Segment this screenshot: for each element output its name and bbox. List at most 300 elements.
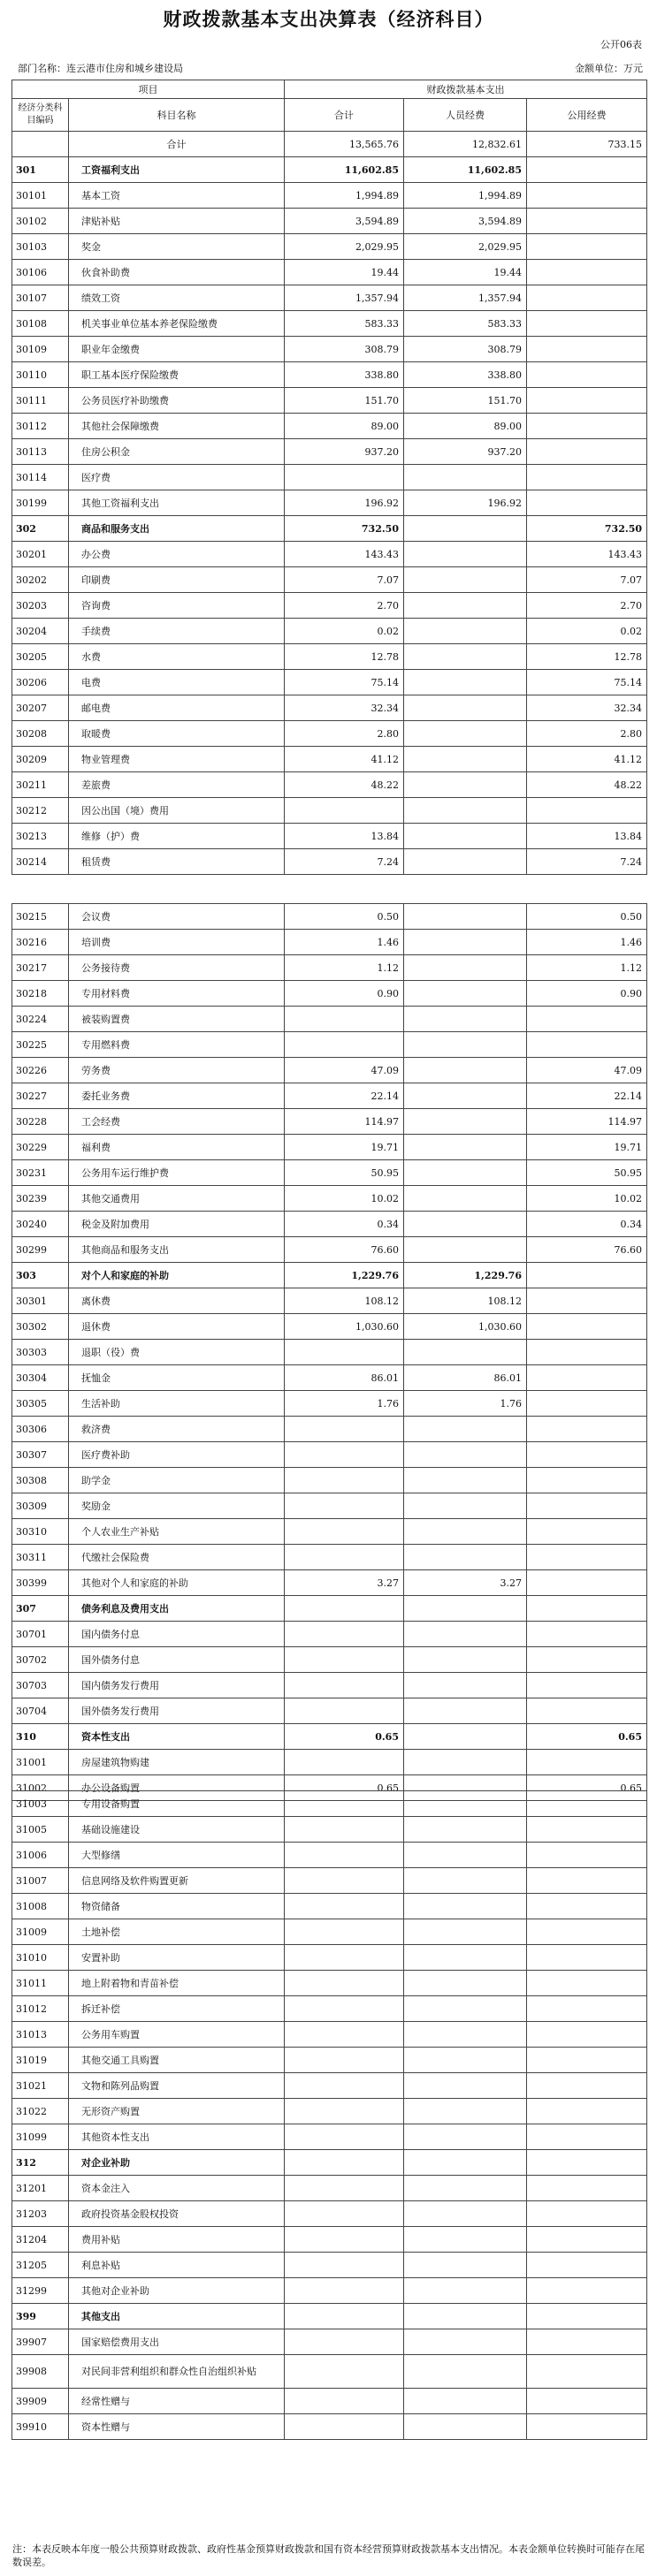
code-cell: 30228 <box>12 1109 69 1135</box>
name-cell: 委托业务费 <box>69 1083 285 1109</box>
name-cell: 地上附着物和青苗补偿 <box>69 1971 285 1996</box>
total-cell: 0.90 <box>285 981 404 1007</box>
personnel-cell: 86.01 <box>404 1365 527 1391</box>
personnel-cell <box>404 1212 527 1237</box>
personnel-cell <box>404 1996 527 2022</box>
table-row <box>12 1996 647 2022</box>
code-cell: 30305 <box>12 1391 69 1417</box>
name-cell: 国内债务发行费用 <box>69 1673 285 1698</box>
total-cell <box>285 2073 404 2099</box>
name-cell: 办公设备购置 <box>69 1775 285 1801</box>
personnel-cell: 583.33 <box>404 311 527 337</box>
table-row <box>12 849 647 875</box>
total-cell <box>285 1647 404 1673</box>
personnel-cell <box>404 849 527 875</box>
public-cell <box>527 1391 647 1417</box>
code-cell: 30102 <box>12 209 69 234</box>
total-cell: 0.34 <box>285 1212 404 1237</box>
table-row <box>12 1698 647 1724</box>
name-cell: 公务用车购置 <box>69 2022 285 2048</box>
code-cell: 30101 <box>12 183 69 209</box>
name-cell: 维修（护）费 <box>69 824 285 849</box>
personnel-cell <box>404 1868 527 1894</box>
personnel-cell <box>404 1698 527 1724</box>
public-cell: 10.02 <box>527 1186 647 1212</box>
name-cell: 资本性赠与 <box>69 2414 285 2440</box>
public-cell <box>527 1340 647 1365</box>
personnel-cell <box>404 1945 527 1971</box>
name-cell: 代缴社会保险费 <box>69 1545 285 1570</box>
public-cell: 0.90 <box>527 981 647 1007</box>
table-row <box>12 1750 647 1775</box>
name-cell: 住房公积金 <box>69 439 285 465</box>
table-row <box>12 2278 647 2304</box>
public-cell <box>527 2073 647 2099</box>
public-cell <box>527 465 647 490</box>
personnel-cell <box>404 593 527 619</box>
public-cell <box>527 1288 647 1314</box>
table-row <box>12 234 647 260</box>
personnel-cell <box>404 798 527 824</box>
total-cell <box>285 1519 404 1545</box>
public-cell <box>527 1493 647 1519</box>
name-cell: 水费 <box>69 644 285 670</box>
form-code: 公开06表 <box>600 39 642 50</box>
name-cell: 劳务费 <box>69 1058 285 1083</box>
total-cell <box>285 1971 404 1996</box>
total-cell <box>285 2176 404 2201</box>
table-row <box>12 1843 647 1868</box>
name-cell: 奖金 <box>69 234 285 260</box>
total-cell: 1.76 <box>285 1391 404 1417</box>
name-cell: 个人农业生产补贴 <box>69 1519 285 1545</box>
public-cell: 733.15 <box>527 132 647 157</box>
public-cell <box>527 2099 647 2124</box>
code-cell: 30211 <box>12 772 69 798</box>
table-row <box>12 930 647 955</box>
total-cell <box>285 2414 404 2440</box>
public-cell <box>527 1750 647 1775</box>
name-cell: 培训费 <box>69 930 285 955</box>
total-cell <box>285 2124 404 2150</box>
personnel-cell <box>404 1109 527 1135</box>
personnel-cell: 1.76 <box>404 1391 527 1417</box>
total-cell <box>285 1698 404 1724</box>
code-cell: 31010 <box>12 1945 69 1971</box>
public-cell: 7.24 <box>527 849 647 875</box>
code-cell: 31201 <box>12 2176 69 2201</box>
code-cell: 30239 <box>12 1186 69 1212</box>
name-cell: 福利费 <box>69 1135 285 1160</box>
code-cell: 30201 <box>12 542 69 567</box>
public-cell <box>527 1032 647 1058</box>
table-row <box>12 1007 647 1032</box>
name-cell: 经常性赠与 <box>69 2389 285 2414</box>
total-cell: 13.84 <box>285 824 404 849</box>
public-cell <box>527 1314 647 1340</box>
public-cell <box>527 234 647 260</box>
code-cell: 30114 <box>12 465 69 490</box>
personnel-cell <box>404 619 527 644</box>
name-cell: 大型修缮 <box>69 1843 285 1868</box>
public-cell: 47.09 <box>527 1058 647 1083</box>
personnel-cell <box>404 2073 527 2099</box>
personnel-cell <box>404 1673 527 1698</box>
name-cell: 被装购置费 <box>69 1007 285 1032</box>
table-row <box>12 490 647 516</box>
name-cell: 国外债务发行费用 <box>69 1698 285 1724</box>
code-cell: 30303 <box>12 1340 69 1365</box>
public-cell: 76.60 <box>527 1237 647 1263</box>
total-cell: 143.43 <box>285 542 404 567</box>
public-cell <box>527 2414 647 2440</box>
category-row <box>12 2304 647 2329</box>
code-cell: 30217 <box>12 955 69 981</box>
public-cell <box>527 2355 647 2389</box>
code-cell: 307 <box>12 1596 69 1622</box>
total-cell: 48.22 <box>285 772 404 798</box>
code-cell: 31019 <box>12 2048 69 2073</box>
personnel-cell <box>404 1724 527 1750</box>
table-row <box>12 2329 647 2355</box>
code-cell: 30703 <box>12 1673 69 1698</box>
table-row <box>12 2099 647 2124</box>
table-row <box>12 1442 647 1468</box>
code-cell: 30229 <box>12 1135 69 1160</box>
public-cell <box>527 1570 647 1596</box>
total-cell <box>285 2329 404 2355</box>
personnel-cell: 338.80 <box>404 362 527 388</box>
total-cell: 338.80 <box>285 362 404 388</box>
total-cell <box>285 1750 404 1775</box>
total-cell: 3.27 <box>285 1570 404 1596</box>
name-cell: 津贴补贴 <box>69 209 285 234</box>
code-cell: 30309 <box>12 1493 69 1519</box>
total-cell: 2.80 <box>285 721 404 747</box>
public-cell <box>527 1673 647 1698</box>
code-cell: 30214 <box>12 849 69 875</box>
code-cell: 30213 <box>12 824 69 849</box>
personnel-cell <box>404 1545 527 1570</box>
total-cell <box>285 2253 404 2278</box>
header-row <box>12 99 647 132</box>
name-cell: 离休费 <box>69 1288 285 1314</box>
name-cell: 资本性支出 <box>69 1724 285 1750</box>
name-cell: 商品和服务支出 <box>69 516 285 542</box>
total-cell <box>285 2389 404 2414</box>
public-cell: 0.65 <box>527 1775 647 1801</box>
table-row <box>12 1237 647 1263</box>
public-cell <box>527 414 647 439</box>
code-cell: 31007 <box>12 1868 69 1894</box>
public-cell <box>527 1596 647 1622</box>
personnel-cell <box>404 1417 527 1442</box>
total-cell <box>285 1894 404 1919</box>
name-cell: 其他资本性支出 <box>69 2124 285 2150</box>
personnel-cell <box>404 772 527 798</box>
name-cell: 国外债务付息 <box>69 1647 285 1673</box>
code-cell: 30206 <box>12 670 69 695</box>
personnel-cell: 308.79 <box>404 337 527 362</box>
table-row <box>12 1365 647 1391</box>
table-row <box>12 1083 647 1109</box>
code-cell <box>12 132 69 157</box>
personnel-cell <box>404 1160 527 1186</box>
public-cell <box>527 1417 647 1442</box>
public-cell <box>527 1817 647 1843</box>
code-cell: 30205 <box>12 644 69 670</box>
public-cell: 0.34 <box>527 1212 647 1237</box>
personnel-cell: 937.20 <box>404 439 527 465</box>
name-cell: 租赁费 <box>69 849 285 875</box>
table-row <box>12 695 647 721</box>
code-cell: 30215 <box>12 904 69 930</box>
code-cell: 31008 <box>12 1894 69 1919</box>
personnel-cell: 1,994.89 <box>404 183 527 209</box>
personnel-cell: 12,832.61 <box>404 132 527 157</box>
table-row <box>12 904 647 930</box>
table-row <box>12 2201 647 2227</box>
name-cell: 安置补助 <box>69 1945 285 1971</box>
public-cell <box>527 1971 647 1996</box>
table-row <box>12 1622 647 1647</box>
table-row <box>12 388 647 414</box>
code-cell: 31009 <box>12 1919 69 1945</box>
public-cell <box>527 1647 647 1673</box>
public-cell <box>527 2304 647 2329</box>
personnel-cell: 108.12 <box>404 1288 527 1314</box>
name-cell: 债务利息及费用支出 <box>69 1596 285 1622</box>
total-cell <box>285 2304 404 2329</box>
total-cell <box>285 1596 404 1622</box>
table-row <box>12 1391 647 1417</box>
table-row <box>12 1570 647 1596</box>
name-cell: 医疗费补助 <box>69 1442 285 1468</box>
code-cell: 30203 <box>12 593 69 619</box>
personnel-cell <box>404 1971 527 1996</box>
public-cell <box>527 1468 647 1493</box>
table-row <box>12 721 647 747</box>
table-row <box>12 1417 647 1442</box>
personnel-cell <box>404 904 527 930</box>
header-total: 合计 <box>285 99 404 132</box>
name-cell: 工资福利支出 <box>69 157 285 183</box>
public-cell <box>527 2253 647 2278</box>
personnel-cell <box>404 542 527 567</box>
code-cell: 30231 <box>12 1160 69 1186</box>
code-cell: 30240 <box>12 1212 69 1237</box>
name-cell: 合计 <box>69 132 285 157</box>
table-row <box>12 1468 647 1493</box>
table-row <box>12 1894 647 1919</box>
code-cell: 30299 <box>12 1237 69 1263</box>
code-cell: 31006 <box>12 1843 69 1868</box>
name-cell: 文物和陈列品购置 <box>69 2073 285 2099</box>
code-cell: 301 <box>12 157 69 183</box>
table-row <box>12 2414 647 2440</box>
public-cell <box>527 2201 647 2227</box>
name-cell: 公务用车运行维护费 <box>69 1160 285 1186</box>
total-cell: 114.97 <box>285 1109 404 1135</box>
total-cell: 2.70 <box>285 593 404 619</box>
public-cell: 75.14 <box>527 670 647 695</box>
public-cell: 12.78 <box>527 644 647 670</box>
code-cell: 302 <box>12 516 69 542</box>
table-row <box>12 2048 647 2073</box>
name-cell: 专用燃料费 <box>69 1032 285 1058</box>
public-cell <box>527 157 647 183</box>
code-cell: 30218 <box>12 981 69 1007</box>
header-public: 公用经费 <box>527 99 647 132</box>
name-cell: 取暖费 <box>69 721 285 747</box>
name-cell: 手续费 <box>69 619 285 644</box>
code-cell: 30704 <box>12 1698 69 1724</box>
name-cell: 奖励金 <box>69 1493 285 1519</box>
code-cell: 30208 <box>12 721 69 747</box>
total-cell: 151.70 <box>285 388 404 414</box>
total-cell <box>285 1545 404 1570</box>
table-row <box>12 2176 647 2201</box>
name-cell: 拆迁补偿 <box>69 1996 285 2022</box>
public-cell <box>527 1868 647 1894</box>
public-cell: 48.22 <box>527 772 647 798</box>
public-cell <box>527 183 647 209</box>
table-row <box>12 1288 647 1314</box>
total-cell: 2,029.95 <box>285 234 404 260</box>
code-cell: 31011 <box>12 1971 69 1996</box>
total-cell <box>285 1817 404 1843</box>
total-cell <box>285 2099 404 2124</box>
name-cell: 国内债务付息 <box>69 1622 285 1647</box>
code-cell: 30702 <box>12 1647 69 1673</box>
code-cell: 31099 <box>12 2124 69 2150</box>
name-cell: 房屋建筑物购建 <box>69 1750 285 1775</box>
code-cell: 30227 <box>12 1083 69 1109</box>
name-cell: 抚恤金 <box>69 1365 285 1391</box>
table-row <box>12 747 647 772</box>
personnel-cell <box>404 1817 527 1843</box>
personnel-cell <box>404 2414 527 2440</box>
total-cell: 732.50 <box>285 516 404 542</box>
public-cell: 1.12 <box>527 955 647 981</box>
total-cell: 32.34 <box>285 695 404 721</box>
code-cell: 30216 <box>12 930 69 955</box>
personnel-cell <box>404 2099 527 2124</box>
expenditure-table-section-1 <box>11 80 647 875</box>
public-cell: 13.84 <box>527 824 647 849</box>
code-cell: 399 <box>12 2304 69 2329</box>
public-cell <box>527 1791 647 1817</box>
category-row <box>12 1263 647 1288</box>
name-cell: 物资储备 <box>69 1894 285 1919</box>
total-cell <box>285 1945 404 1971</box>
total-cell <box>285 1622 404 1647</box>
table-row <box>12 619 647 644</box>
public-cell <box>527 2227 647 2253</box>
code-cell: 31205 <box>12 2253 69 2278</box>
public-cell <box>527 1442 647 1468</box>
table-row <box>12 1519 647 1545</box>
total-cell <box>285 1673 404 1698</box>
total-cell: 0.02 <box>285 619 404 644</box>
code-cell: 31012 <box>12 1996 69 2022</box>
code-cell: 303 <box>12 1263 69 1288</box>
code-cell: 39908 <box>12 2355 69 2389</box>
public-cell: 0.65 <box>527 1724 647 1750</box>
personnel-cell <box>404 721 527 747</box>
public-cell <box>527 2150 647 2176</box>
table-row <box>12 1791 647 1817</box>
table-row <box>12 1314 647 1340</box>
header-name: 科目名称 <box>69 99 285 132</box>
public-cell: 2.80 <box>527 721 647 747</box>
table-row <box>12 955 647 981</box>
personnel-cell <box>404 1596 527 1622</box>
public-cell: 114.97 <box>527 1109 647 1135</box>
total-cell: 1,357.94 <box>285 285 404 311</box>
personnel-cell <box>404 2201 527 2227</box>
public-cell <box>527 798 647 824</box>
public-cell <box>527 2389 647 2414</box>
total-cell: 1,229.76 <box>285 1263 404 1288</box>
name-cell: 土地补偿 <box>69 1919 285 1945</box>
code-cell: 30110 <box>12 362 69 388</box>
public-cell <box>527 1996 647 2022</box>
personnel-cell <box>404 1647 527 1673</box>
name-cell: 办公费 <box>69 542 285 567</box>
personnel-cell: 89.00 <box>404 414 527 439</box>
public-cell: 732.50 <box>527 516 647 542</box>
personnel-cell: 1,229.76 <box>404 1263 527 1288</box>
table-row <box>12 542 647 567</box>
total-cell <box>285 2355 404 2389</box>
public-cell <box>527 337 647 362</box>
personnel-cell <box>404 2022 527 2048</box>
total-cell <box>285 2201 404 2227</box>
personnel-cell <box>404 1135 527 1160</box>
code-cell: 30301 <box>12 1288 69 1314</box>
table-row <box>12 209 647 234</box>
code-cell: 30225 <box>12 1032 69 1058</box>
code-cell: 31203 <box>12 2201 69 2227</box>
public-cell: 50.95 <box>527 1160 647 1186</box>
public-cell: 7.07 <box>527 567 647 593</box>
name-cell: 电费 <box>69 670 285 695</box>
total-cell: 7.07 <box>285 567 404 593</box>
code-cell: 30109 <box>12 337 69 362</box>
code-cell: 30308 <box>12 1468 69 1493</box>
total-cell <box>285 2048 404 2073</box>
personnel-cell <box>404 1493 527 1519</box>
public-cell: 32.34 <box>527 695 647 721</box>
total-cell <box>285 1417 404 1442</box>
personnel-cell <box>404 2389 527 2414</box>
table-row <box>12 670 647 695</box>
table-row <box>12 285 647 311</box>
total-cell <box>285 1007 404 1032</box>
total-cell: 89.00 <box>285 414 404 439</box>
name-cell: 咨询费 <box>69 593 285 619</box>
public-cell <box>527 2048 647 2073</box>
public-cell <box>527 1919 647 1945</box>
code-cell: 30302 <box>12 1314 69 1340</box>
public-cell <box>527 2176 647 2201</box>
name-cell: 其他对个人和家庭的补助 <box>69 1570 285 1596</box>
name-cell: 公务接待费 <box>69 955 285 981</box>
personnel-cell <box>404 567 527 593</box>
table-row <box>12 465 647 490</box>
table-row <box>12 2022 647 2048</box>
